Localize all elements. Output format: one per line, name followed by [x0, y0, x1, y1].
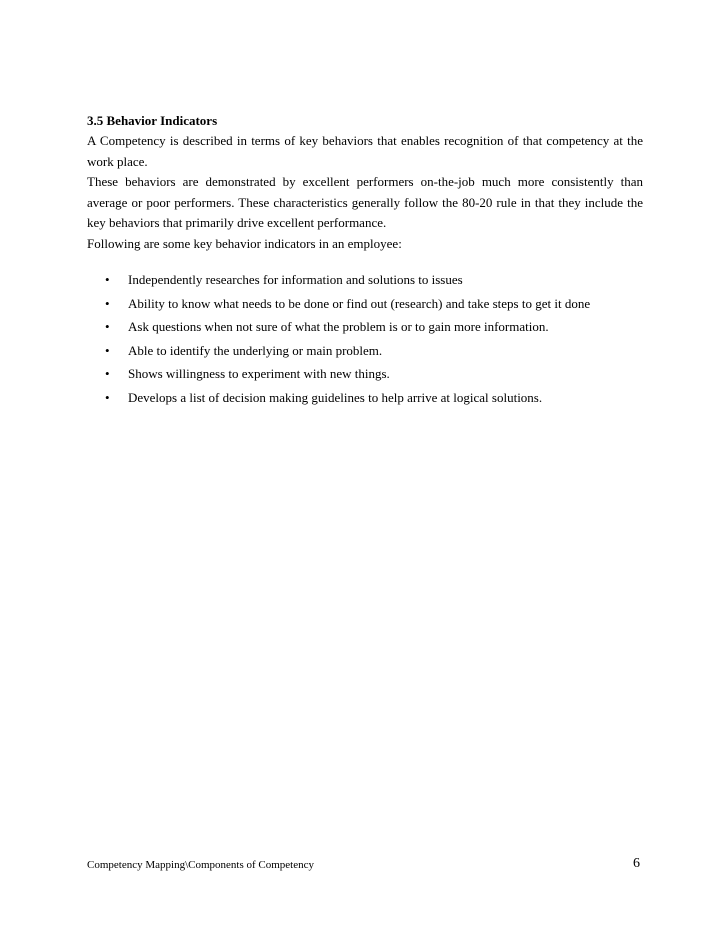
footer-breadcrumb: Competency Mapping\Components of Competency [87, 859, 314, 871]
list-item-text: Independently researches for information and solutions to issues [128, 272, 463, 287]
bullet-icon: • [105, 295, 110, 311]
bullet-icon: • [105, 389, 110, 405]
page-number: 6 [633, 856, 640, 871]
section-content [87, 111, 643, 409]
page-footer [87, 857, 643, 877]
bullet-icon: • [105, 319, 110, 334]
list-item-text: Shows willingness to experiment with new things. [128, 366, 390, 381]
list-item [87, 362, 643, 386]
behavior-indicator-list [87, 268, 643, 409]
list-item [87, 386, 643, 410]
section-heading: 3.5 Behavior Indicators [87, 113, 218, 128]
paragraph-intro-list: Following are some key behavior indicators in an employee: [87, 235, 402, 251]
paragraph-performers: These behaviors are demonstrated by excellent performers on-the-job much more consistently than average or poor performers. These characteristics generally follow the 80-20 rule in that they include the key behaviors that primarily drive excellent performance. [87, 174, 643, 230]
bullet-icon: • [105, 366, 110, 381]
list-item [87, 339, 643, 363]
list-item [87, 292, 643, 316]
list-item-text: Develops a list of decision making guidelines to help arrive at logical solutions. [128, 389, 543, 405]
list-item-text: Ask questions when not sure of what the problem is or to gain more information. [128, 319, 549, 334]
list-item-text: Ability to know what needs to be done or find out (research) and take steps to get it done [128, 295, 591, 311]
bullet-icon: • [105, 272, 110, 287]
list-item [87, 268, 643, 292]
bullet-icon: • [105, 342, 110, 358]
list-item-text: Able to identify the underlying or main problem. [128, 342, 383, 358]
paragraph-definition: A Competency is described in terms of key behaviors that enables recognition of that competency at the work place. [87, 133, 643, 169]
list-item [87, 315, 643, 339]
